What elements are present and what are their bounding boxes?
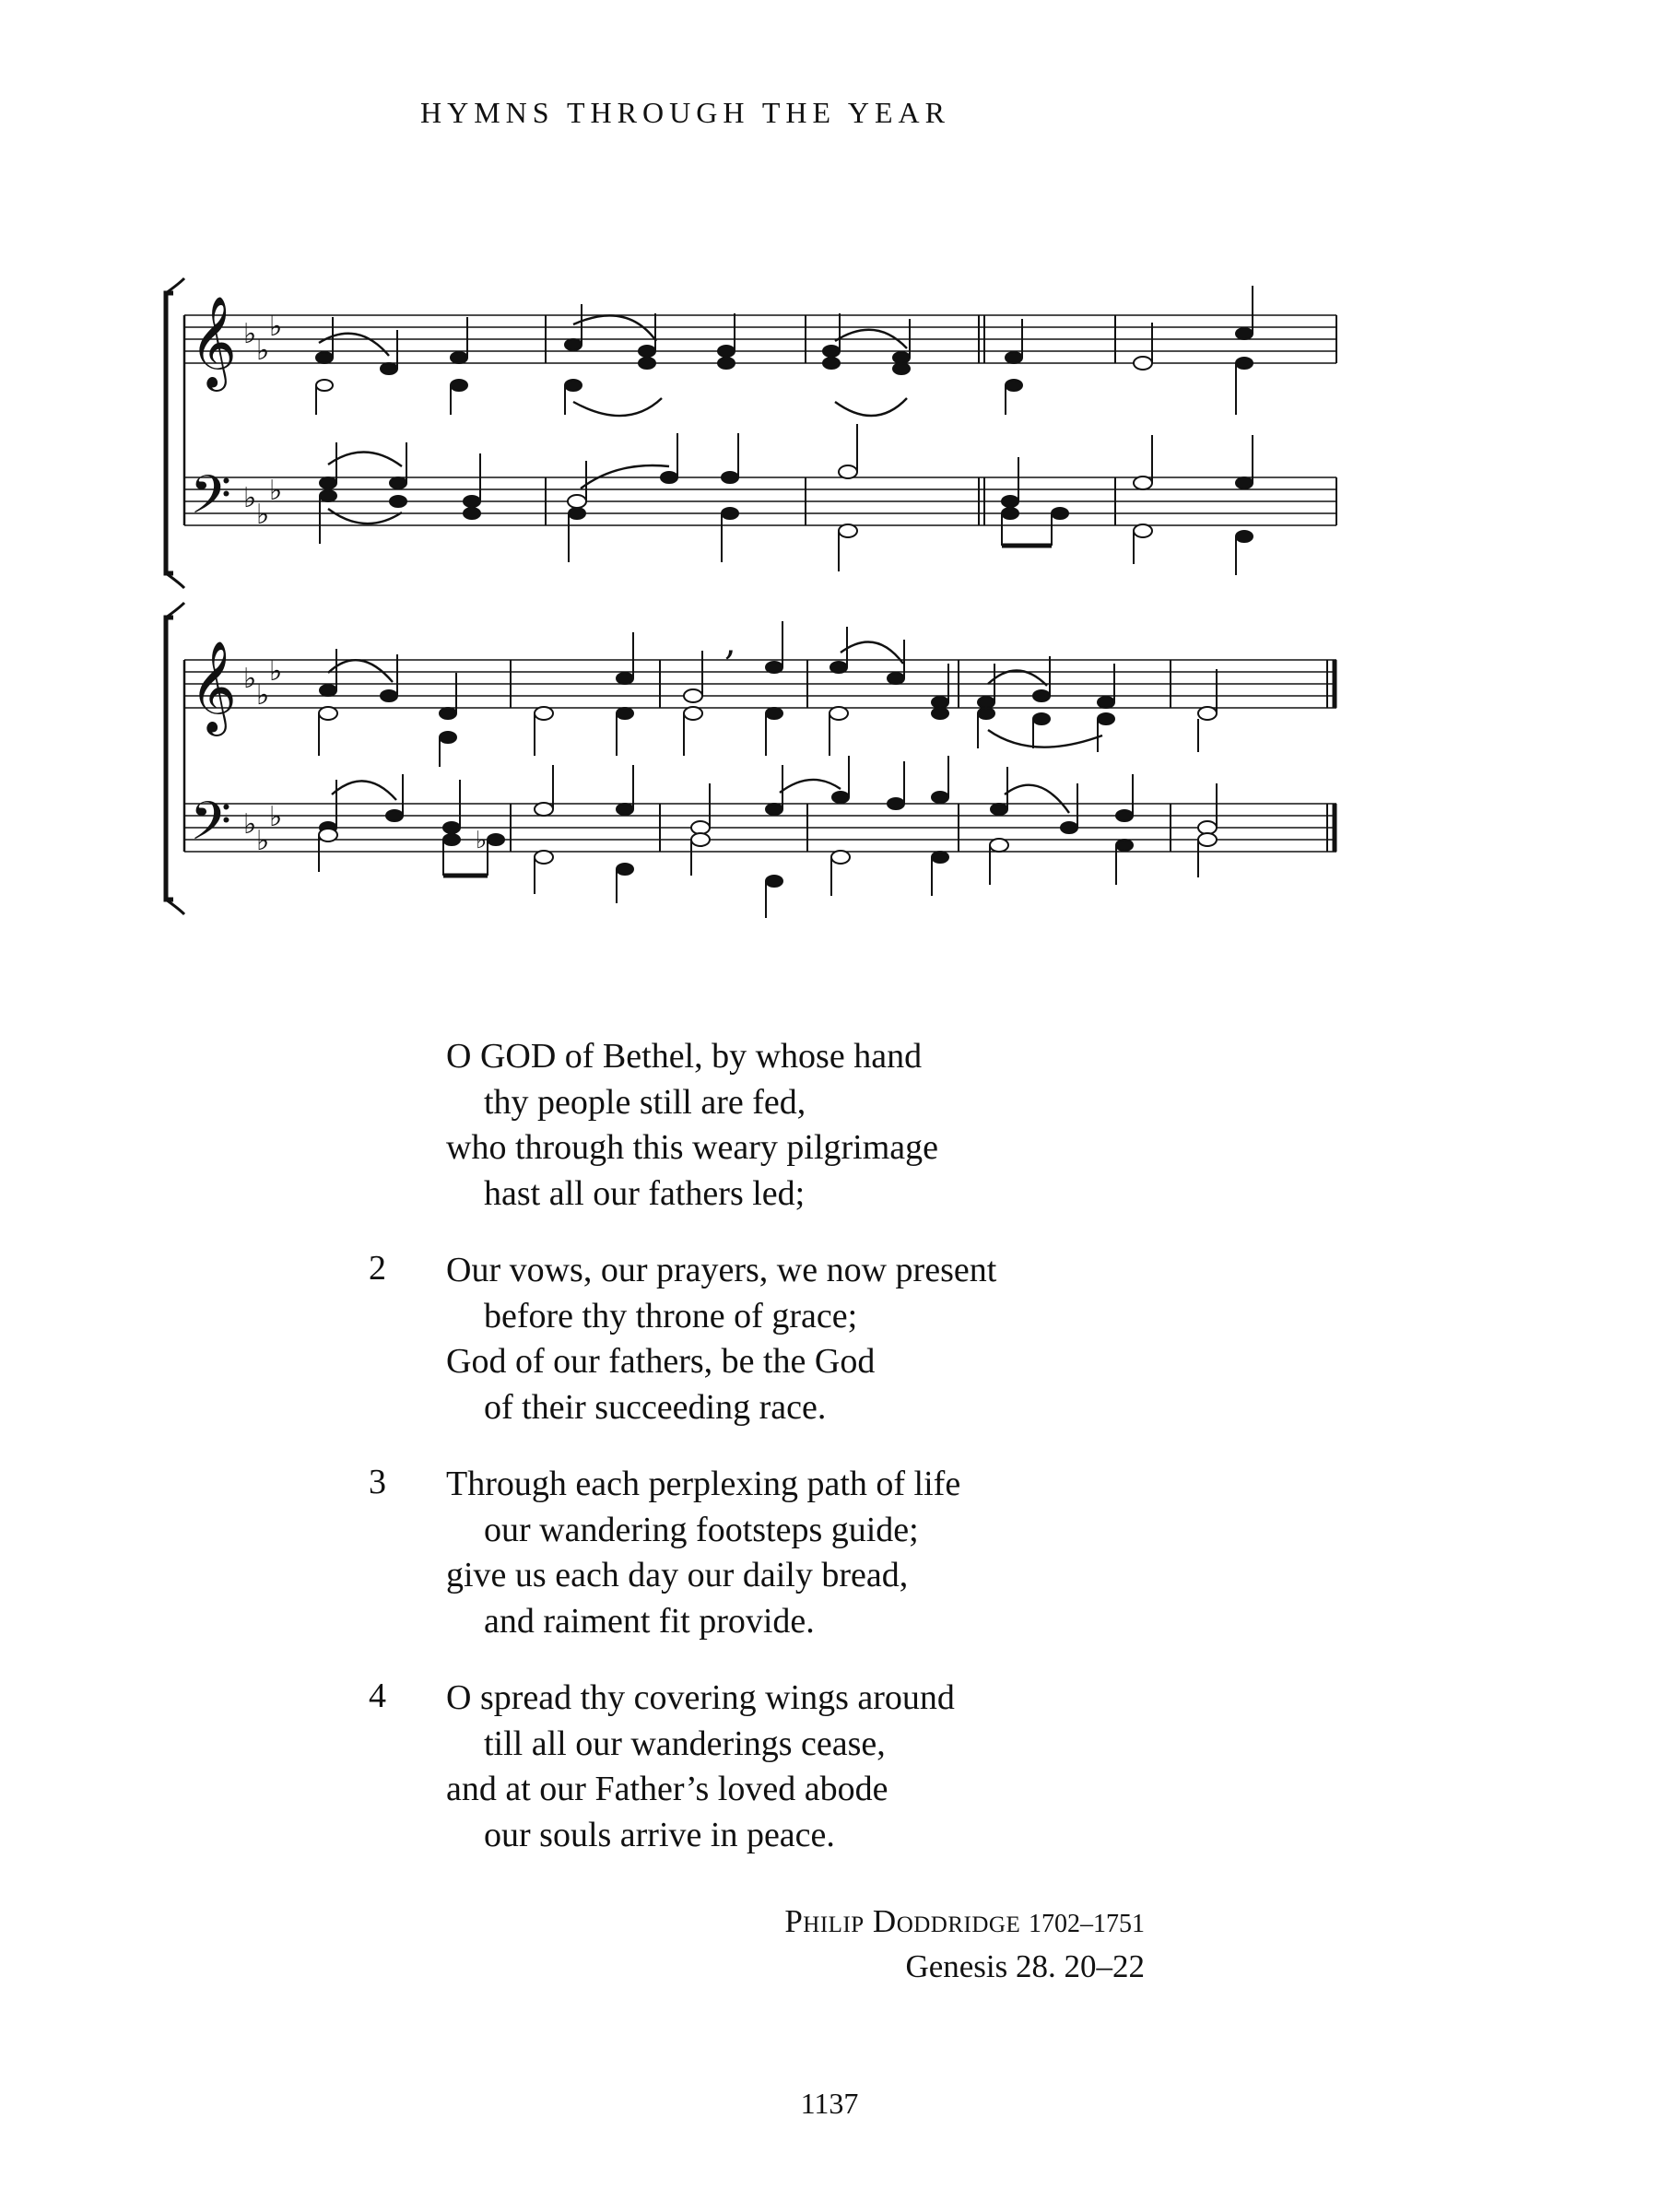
- verse-4: [369, 1676, 1198, 1858]
- svg-text:𝄢: 𝄢: [190, 464, 232, 539]
- svg-text:𝄢: 𝄢: [190, 790, 232, 865]
- author-name: Philip Doddridge: [784, 1903, 1021, 1939]
- svg-text:𝄞: 𝄞: [190, 296, 237, 388]
- verse-1: [369, 1034, 1198, 1217]
- svg-text:♭: ♭: [243, 482, 257, 514]
- verse-line: and at our Father’s loved abode: [446, 1770, 888, 1808]
- svg-text:𝄞: 𝄞: [190, 641, 237, 733]
- verse-line: hast all our fathers led;: [484, 1173, 806, 1213]
- verse-line: till all our wanderings cease,: [484, 1724, 886, 1763]
- svg-text:♭: ♭: [269, 475, 283, 507]
- verse-line: of their succeeding race.: [484, 1387, 827, 1427]
- page-number: 1137: [800, 2087, 859, 2120]
- verse-line: Through each perplexing path of life: [446, 1465, 961, 1503]
- scripture-reference: Genesis 28. 20–22: [905, 1948, 1145, 1984]
- hymn-verses: [369, 1034, 1198, 1889]
- verse-line: and raiment fit provide.: [484, 1601, 815, 1641]
- music-system-2: [147, 599, 1364, 940]
- svg-text:♭: ♭: [269, 801, 283, 833]
- svg-text:♭: ♭: [256, 499, 270, 531]
- svg-text:♭: ♭: [243, 318, 257, 350]
- verse-line: our wandering footsteps guide;: [484, 1510, 919, 1549]
- verse-line: who through this weary pilgrimage: [446, 1128, 939, 1167]
- svg-text:♭: ♭: [256, 825, 270, 857]
- verse-line: O spread thy covering wings around: [446, 1678, 955, 1717]
- svg-text:♭: ♭: [256, 335, 270, 367]
- verse-line: thy people still are fed,: [484, 1082, 806, 1122]
- verse-line: God of our fathers, be the God: [446, 1342, 876, 1381]
- attribution: [684, 1900, 1145, 1988]
- running-head: HYMNS THROUGH THE YEAR: [420, 96, 950, 129]
- verse-number: 2: [369, 1249, 386, 1288]
- svg-text:,: ,: [724, 621, 736, 664]
- author-years: 1702–1751: [1029, 1910, 1145, 1938]
- svg-text:♭: ♭: [243, 663, 257, 695]
- svg-text:♭: ♭: [256, 679, 270, 712]
- verse-line: give us each day our daily bread,: [446, 1556, 909, 1594]
- music-system-1: [147, 276, 1364, 608]
- verse-line: Our vows, our prayers, we now present: [446, 1251, 997, 1289]
- svg-text:♭: ♭: [269, 311, 283, 343]
- svg-text:♭: ♭: [476, 827, 488, 854]
- verse-line: O GOD of Bethel, by whose hand: [446, 1037, 923, 1076]
- verse-number: 3: [369, 1463, 386, 1501]
- verse-3: [369, 1462, 1198, 1644]
- author-line: [684, 1900, 1145, 1946]
- svg-text:♭: ♭: [243, 808, 257, 841]
- verse-2: [369, 1248, 1198, 1430]
- verse-line: before thy throne of grace;: [484, 1296, 858, 1335]
- verse-line: our souls arrive in peace.: [484, 1815, 835, 1854]
- svg-text:♭: ♭: [269, 655, 283, 688]
- verse-number: 4: [369, 1677, 386, 1715]
